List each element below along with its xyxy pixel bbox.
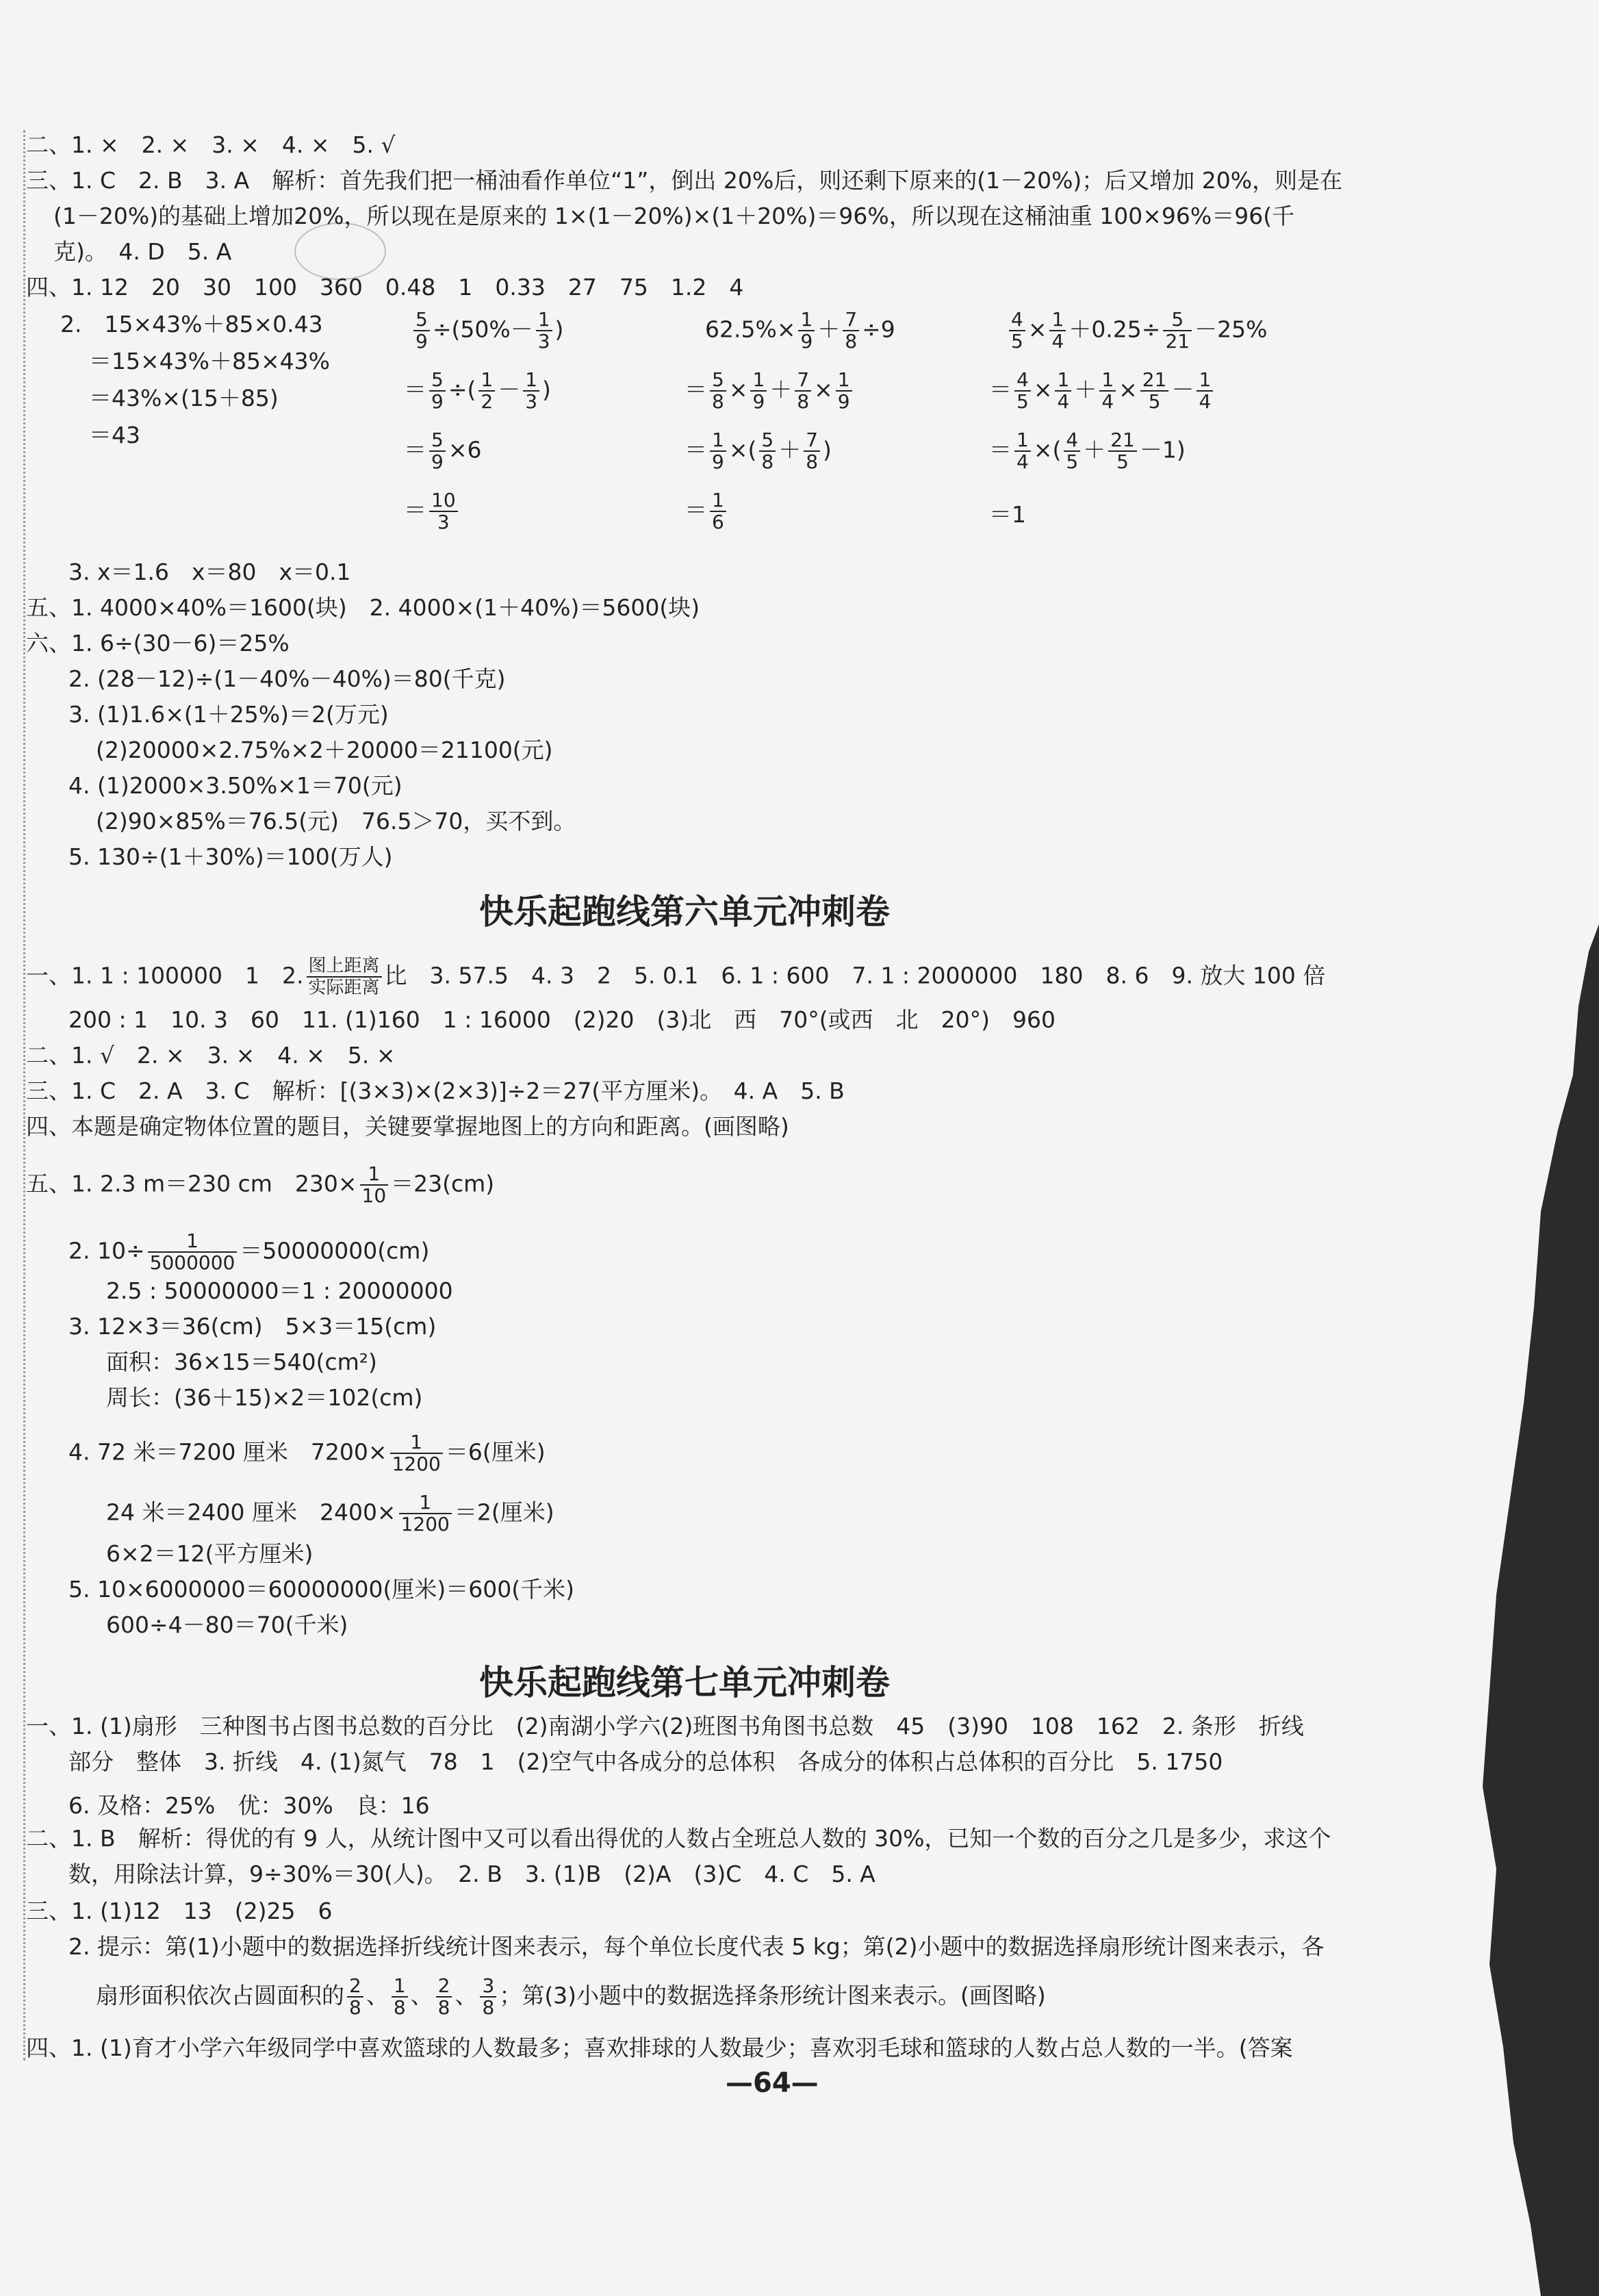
calc2-line-1: $\frac{5}{9}$ ÷(50%－ $\frac{1}{3}$ ) (411, 309, 563, 352)
s1-line-9: 2. (28－12)÷(1－40%－40%)＝80(千克) (68, 665, 506, 692)
torn-page-edge (1394, 924, 1599, 2296)
s3-line-6: 三、1. (1)12 13 (2)25 6 (26, 1898, 333, 1924)
fraction: $\frac{1}{6}$ (710, 490, 726, 533)
s1-line-10: 3. (1)1.6×(1＋25%)＝2(万元) (68, 701, 389, 728)
s2-line-9: 3. 12×3＝36(cm) 5×3＝15(cm) (68, 1313, 437, 1340)
fraction: $\frac{1}{9}$ (750, 370, 767, 412)
fraction: $\frac{1}{9}$ (710, 430, 726, 472)
s1-line-5: 四、1. 12 20 30 100 360 0.48 1 0.33 27 75 1.2 4 (26, 274, 744, 301)
s1-line-13: (2)90×85%＝76.5(元) 76.5＞70，买不到。 (96, 808, 576, 834)
fraction: $\frac{7}{8}$ (804, 430, 820, 472)
s1-line-12: 4. (1)2000×3.50%×1＝70(元) (68, 772, 402, 799)
fraction: $\frac{10}{3}$ (429, 490, 458, 533)
calc4-line-4: ＝1 (989, 501, 1026, 528)
calc2-line-4: ＝ $\frac{10}{3}$ (404, 490, 461, 533)
fraction: $\frac{1}{9}$ (798, 309, 815, 352)
fraction: $\frac{1}{5000000}$ (148, 1231, 238, 1273)
s2-line-4: 三、1. C 2. A 3. C 解析：[(3×3)×(2×3)]÷2＝27(平方厘米)。 4. A 5. B (26, 1077, 845, 1104)
calc3-line-2: ＝ $\frac{5}{8}$ × $\frac{1}{9}$ ＋ $\frac{7}{8}$ × $\frac{1}{9}$ (685, 370, 855, 412)
s1-line-1: 二、1. × 2. × 3. × 4. × 5. √ (26, 131, 396, 158)
fraction: $\frac{5}{9}$ (429, 370, 446, 412)
s2-line-13: 24 米＝2400 厘米 2400× $\frac{1}{1200}$ ＝2(厘米) (106, 1491, 554, 1535)
s3-line-8: 扇形面积依次占圆面积的 $\frac{2}{8}$ 、 $\frac{1}{8}$ 、 $\frac{2}{8}$ 、 $\frac{3}{8}$ ；第(3)小题中的数据选择条形统计图来表示。(画图略) (96, 1974, 1046, 2019)
fraction: $\frac{4}{5}$ (1014, 370, 1031, 412)
s2-line-1: 一、1. 1 : 100000 1 2. $\frac{\text{图上距离}}{\text{实际距离}}$ 比 3. 57.5 4. 3 2 5. 0.1 6. 1 : 600 7. 1 : 2000000 180 8. 6 9. 放大 100 倍 (26, 956, 1326, 998)
s3-line-9: 四、1. (1)育才小学六年级同学中喜欢篮球的人数最多；喜欢排球的人数最少；喜欢羽毛球和篮球的人数占总人数的一半。(答案 (26, 2034, 1293, 2061)
calc4-line-2: ＝ $\frac{4}{5}$ × $\frac{1}{4}$ ＋ $\frac{1}{4}$ × $\frac{21}{5}$ － $\frac{1}{4}$ (989, 370, 1216, 412)
fraction: $\frac{1}{4}$ (1049, 309, 1066, 352)
s2-line-2: 200 : 1 10. 3 60 11. (1)160 1 : 16000 (2)20 (3)北 西 70°(或西 北 20°) 960 (68, 1006, 1056, 1033)
s2-line-10: 面积：36×15＝540(cm²) (106, 1349, 377, 1375)
fraction: $\frac{3}{8}$ (480, 1976, 496, 2018)
calc1-line-3: ＝43%×(15＋85) (89, 385, 279, 411)
fraction: $\frac{21}{5}$ (1140, 370, 1169, 412)
s2-line-15: 5. 10×6000000＝60000000(厘米)＝600(千米) (68, 1576, 575, 1603)
fraction: $\frac{5}{9}$ (413, 309, 430, 352)
fraction: $\frac{7}{8}$ (795, 370, 811, 412)
calc4-line-3: ＝ $\frac{1}{4}$ ×( $\frac{4}{5}$ ＋ $\frac{21}{5}$ －1) (989, 429, 1186, 473)
section-title-unit6: 快乐起跑线第六单元冲刺卷 (479, 891, 890, 932)
calc1-line-4: ＝43 (89, 422, 140, 448)
fraction: $\frac{7}{8}$ (843, 309, 859, 352)
s1-line-6: 3. x＝1.6 x＝80 x＝0.1 (68, 559, 351, 585)
s2-line-16: 600÷4－80＝70(千米) (106, 1611, 348, 1638)
fraction: $\frac{1}{3}$ (523, 370, 539, 412)
fraction: $\frac{1}{4}$ (1014, 430, 1031, 472)
calc1-line-1: 2. 15×43%＋85×0.43 (60, 311, 323, 337)
fraction: $\frac{5}{8}$ (759, 430, 776, 472)
fraction: $\frac{1}{4}$ (1197, 370, 1213, 412)
s1-line-4: 克)。 4. D 5. A (53, 238, 232, 265)
s1-line-11: (2)20000×2.75%×2＋20000＝21100(元) (96, 737, 553, 763)
calc3-line-3: ＝ $\frac{1}{9}$ ×( $\frac{5}{8}$ ＋ $\frac{7}{8}$ ) (685, 429, 832, 473)
section-title-unit7: 快乐起跑线第七单元冲刺卷 (479, 1662, 890, 1702)
fraction: $\frac{4}{5}$ (1009, 309, 1025, 352)
s2-line-8: 2.5 : 50000000＝1 : 20000000 (106, 1277, 453, 1304)
fraction: $\frac{1}{10}$ (360, 1164, 389, 1206)
fraction: $\frac{1}{9}$ (836, 370, 852, 412)
fraction: $\frac{1}{1200}$ (390, 1432, 443, 1475)
fraction: $\frac{5}{9}$ (429, 430, 446, 472)
s2-line-6: 五、1. 2.3 m＝230 cm 230× $\frac{1}{10}$ ＝23(cm) (26, 1162, 495, 1207)
s1-line-2: 三、1. C 2. B 3. A 解析：首先我们把一桶油看作单位“1”，倒出 20%后，则还剩下原来的(1－20%)；后又增加 20%，则是在 (26, 167, 1343, 194)
s3-line-5: 数，用除法计算，9÷30%＝30(人)。 2. B 3. (1)B (2)A (3)C 4. C 5. A (68, 1861, 875, 1887)
s2-line-3: 二、1. √ 2. × 3. × 4. × 5. × (26, 1042, 396, 1069)
fraction: $\frac{5}{21}$ (1163, 309, 1192, 352)
fraction: $\frac{1}{1200}$ (399, 1492, 452, 1535)
s2-line-5: 四、本题是确定物体位置的题目，关键要掌握地图上的方向和距离。(画图略) (26, 1113, 789, 1140)
s3-line-1: 一、1. (1)扇形 三种图书占图书总数的百分比 (2)南湖小学六(2)班图书角图书总数 45 (3)90 108 162 2. 条形 折线 (26, 1713, 1304, 1739)
s3-line-2: 部分 整体 3. 折线 4. (1)氮气 78 1 (2)空气中各成分的总体积 各成分的体积占总体积的百分比 5. 1750 (68, 1748, 1223, 1775)
fraction: $\frac{21}{5}$ (1108, 430, 1137, 472)
calc3-line-1: 62.5%× $\frac{1}{9}$ ＋ $\frac{7}{8}$ ÷9 (705, 308, 895, 353)
fraction: $\frac{1}{3}$ (536, 309, 552, 352)
s1-line-3: (1－20%)的基础上增加20%，所以现在是原来的 1×(1－20%)×(1＋20%)＝96%，所以现在这桶油重 100×96%＝96(千 (53, 203, 1295, 229)
s2-line-12: 4. 72 米＝7200 厘米 7200× $\frac{1}{1200}$ ＝6(厘米) (68, 1431, 546, 1475)
calc2-line-3: ＝ $\frac{5}{9}$ ×6 (404, 429, 482, 473)
s3-line-3: 6. 及格：25% 优：30% 良：16 (68, 1792, 430, 1819)
fraction: $\frac{5}{8}$ (710, 370, 726, 412)
s2-line-11: 周长：(36＋15)×2＝102(cm) (106, 1384, 423, 1411)
calc4-line-1: $\frac{4}{5}$ × $\frac{1}{4}$ ＋0.25÷ $\frac{5}{21}$ －25% (1006, 309, 1267, 352)
calc1-line-2: ＝15×43%＋85×43% (89, 348, 330, 374)
page-number: —64— (726, 2067, 819, 2099)
fraction: $\frac{1}{8}$ (392, 1976, 408, 2018)
calc3-line-4: ＝ $\frac{1}{6}$ (685, 490, 729, 533)
fraction: $\frac{1}{2}$ (478, 370, 495, 412)
fraction: $\frac{\text{图上距离}}{\text{实际距离}}$ (307, 956, 382, 998)
fraction: $\frac{1}{4}$ (1055, 370, 1071, 412)
s1-line-14: 5. 130÷(1＋30%)＝100(万人) (68, 843, 393, 870)
s1-line-8: 六、1. 6÷(30－6)＝25% (26, 630, 290, 656)
fraction: $\frac{2}{8}$ (347, 1976, 363, 2018)
s2-line-14: 6×2＝12(平方厘米) (106, 1540, 314, 1567)
fraction: $\frac{2}{8}$ (436, 1976, 452, 2018)
fraction: $\frac{1}{4}$ (1099, 370, 1116, 412)
s3-line-4: 二、1. B 解析：得优的有 9 人，从统计图中又可以看出得优的人数占全班总人数的 30%，已知一个数的百分之几是多少，求这个 (26, 1825, 1331, 1852)
s2-line-7: 2. 10÷ $\frac{1}{5000000}$ ＝50000000(cm) (68, 1229, 430, 1274)
fraction: $\frac{4}{5}$ (1064, 430, 1080, 472)
s3-line-7: 2. 提示：第(1)小题中的数据选择折线统计图来表示，每个单位长度代表 5 kg；第(2)小题中的数据选择扇形统计图来表示，各 (68, 1933, 1325, 1960)
calc2-line-2: ＝ $\frac{5}{9}$ ÷( $\frac{1}{2}$ － $\frac{1}{3}$ ) (404, 368, 551, 413)
s1-line-7: 五、1. 4000×40%＝1600(块) 2. 4000×(1＋40%)＝5600(块) (26, 594, 700, 621)
